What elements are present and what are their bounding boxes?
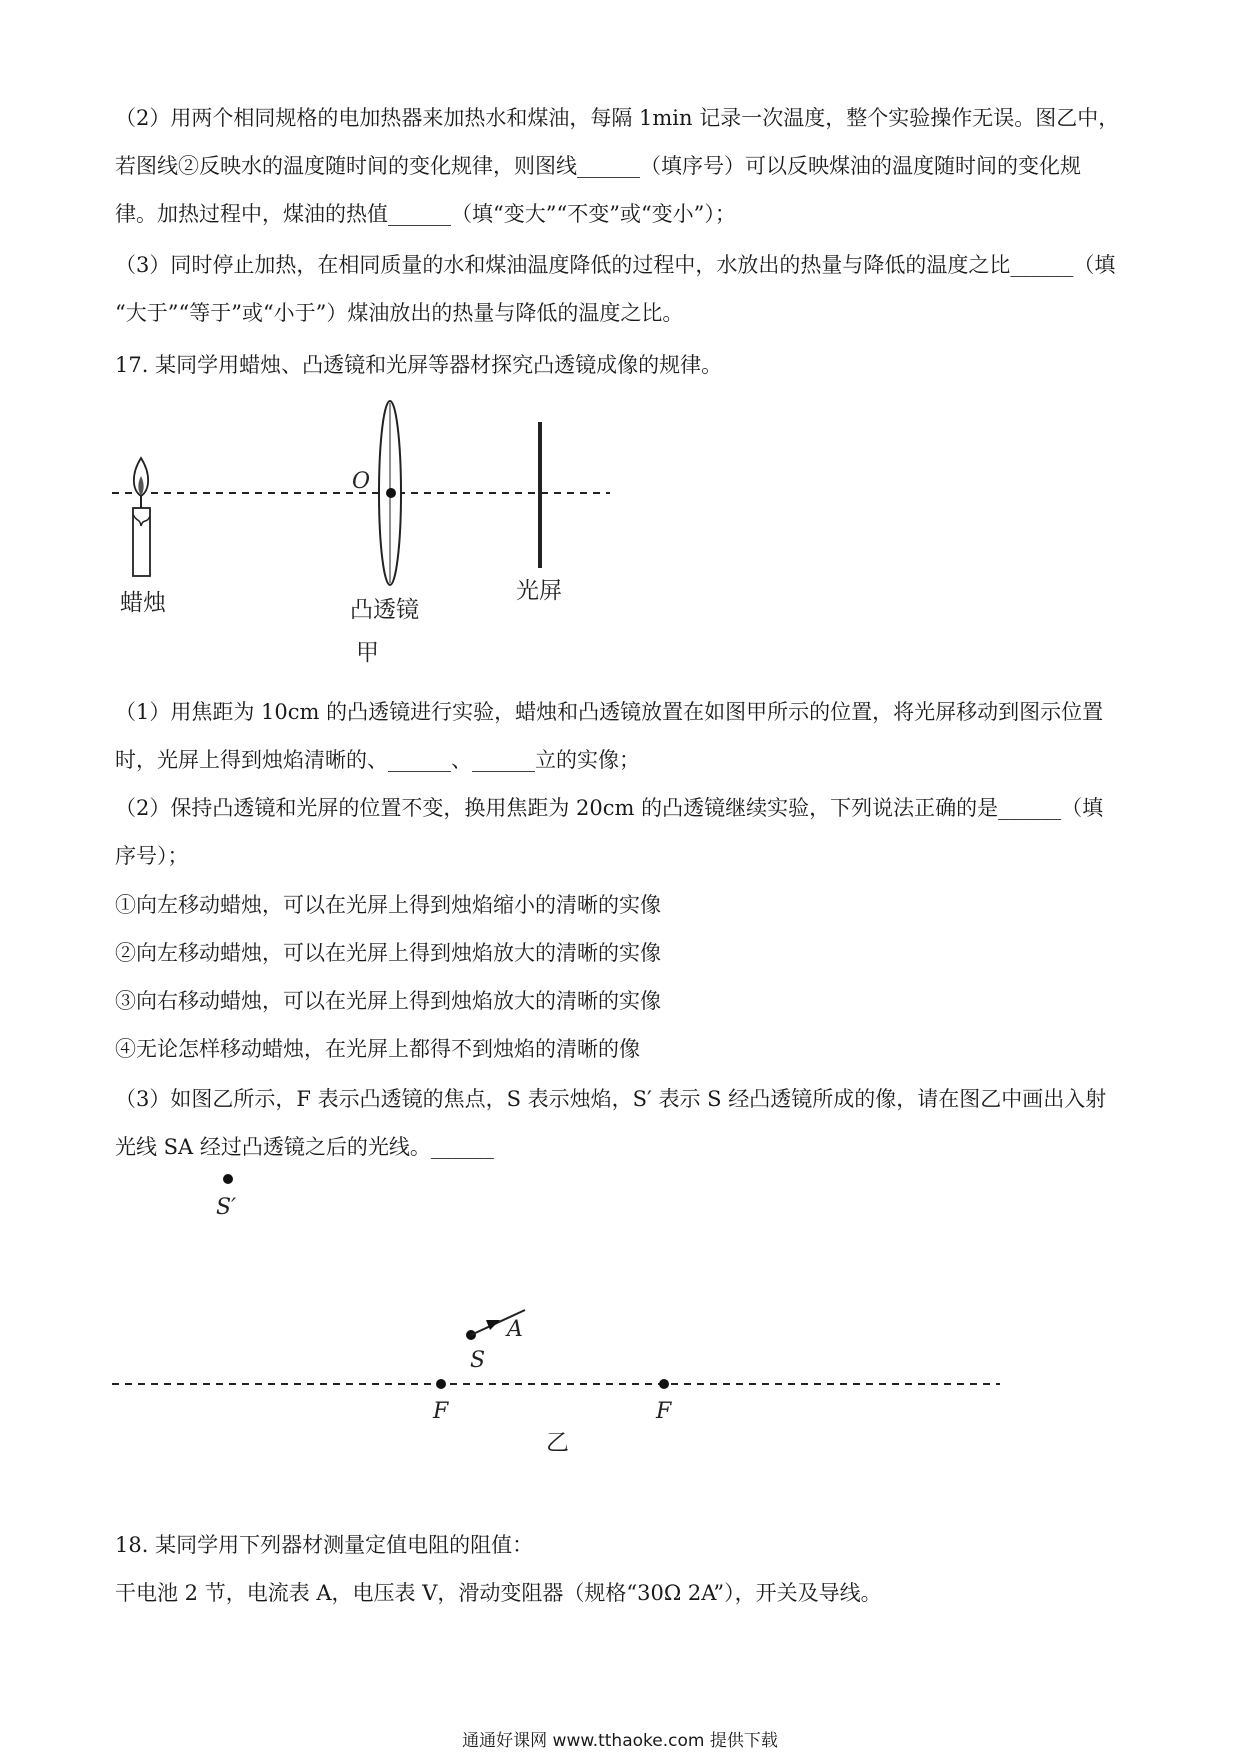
q17-p1-line-1: （1）用焦距为 10cm 的凸透镜进行实验，蜡烛和凸透镜放置在如图甲所示的位置，将光屏移动到图示位置 [115,700,1104,724]
ray-arrow-icon [486,1320,500,1330]
s-prime-label: S′ [216,1195,237,1220]
q17-p3-line-2: 光线 SA 经过凸透镜之后的光线。______ [115,1135,494,1159]
focal-right-label: F [656,1399,672,1424]
q17-p3-line-1: （3）如图乙所示，F 表示凸透镜的焦点，S 表示烛焰，S′ 表示 S 经凸透镜所成的像，请在图乙中画出入射 [115,1087,1107,1111]
q16-line-4: （3）同时停止加热，在相同质量的水和煤油温度降低的过程中，水放出的热量与降低的温度之比______（填 [115,253,1116,277]
q17-option-2: ②向左移动蜡烛，可以在光屏上得到烛焰放大的清晰的实像 [115,941,661,965]
focal-left-label: F [433,1399,449,1424]
q17-p2-line-1: （2）保持凸透镜和光屏的位置不变，换用焦距为 20cm 的凸透镜继续实验，下列说法正确的是______（填 [115,796,1104,820]
q16-line-1: （2）用两个相同规格的电加热器来加热水和煤油，每隔 1min 记录一次温度，整个实验操作无误。图乙中， [115,106,1120,130]
figure-jia [0,400,640,670]
candle-label: 蜡烛 [120,590,166,616]
q17-p1-line-2: 时，光屏上得到烛焰清晰的、______、______立的实像； [115,748,640,772]
q17-option-4: ④无论怎样移动蜡烛，在光屏上都得不到烛焰的清晰的像 [115,1037,640,1061]
q17-title: 17. 某同学用蜡烛、凸透镜和光屏等器材探究凸透镜成像的规律。 [115,353,723,377]
q17-option-3: ③向右移动蜡烛，可以在光屏上得到烛焰放大的清晰的实像 [115,989,661,1013]
image-point-s-prime [223,1174,233,1184]
point-a-label: A [507,1317,523,1342]
figure-jia-caption: 甲 [356,640,379,666]
q18-line-1: 干电池 2 节，电流表 A，电压表 V，滑动变阻器（规格“30Ω 2A”），开关及导线。 [115,1581,882,1605]
q17-p2-line-2: 序号）； [115,844,189,868]
figure-yi-caption: 乙 [546,1430,569,1456]
page-footer: 通通好课网 www.tthaoke.com 提供下载 [462,1731,778,1751]
focal-point-right [659,1379,669,1389]
lens-label: 凸透镜 [350,597,419,623]
optical-center-label: O [352,469,371,494]
point-s-label: S [470,1348,486,1373]
q16-line-3: 律。加热过程中，煤油的热值______（填“变大”“不变”或“变小”）； [115,202,736,226]
q16-line-2: 若图线②反映水的温度随时间的变化规律，则图线______（填序号）可以反映煤油的温度随时间的变化规 [115,154,1081,178]
q16-line-5: “大于”“等于”或“小于”）煤油放出的热量与降低的温度之比。 [115,301,684,325]
focal-point-left [436,1379,446,1389]
screen-label: 光屏 [516,578,562,604]
lens-center-point [386,488,396,498]
candle-icon [133,458,150,576]
figure-yi [0,1160,1020,1460]
q17-option-1: ①向左移动蜡烛，可以在光屏上得到烛焰缩小的清晰的实像 [115,893,661,917]
q18-title: 18. 某同学用下列器材测量定值电阻的阻值： [115,1533,534,1557]
